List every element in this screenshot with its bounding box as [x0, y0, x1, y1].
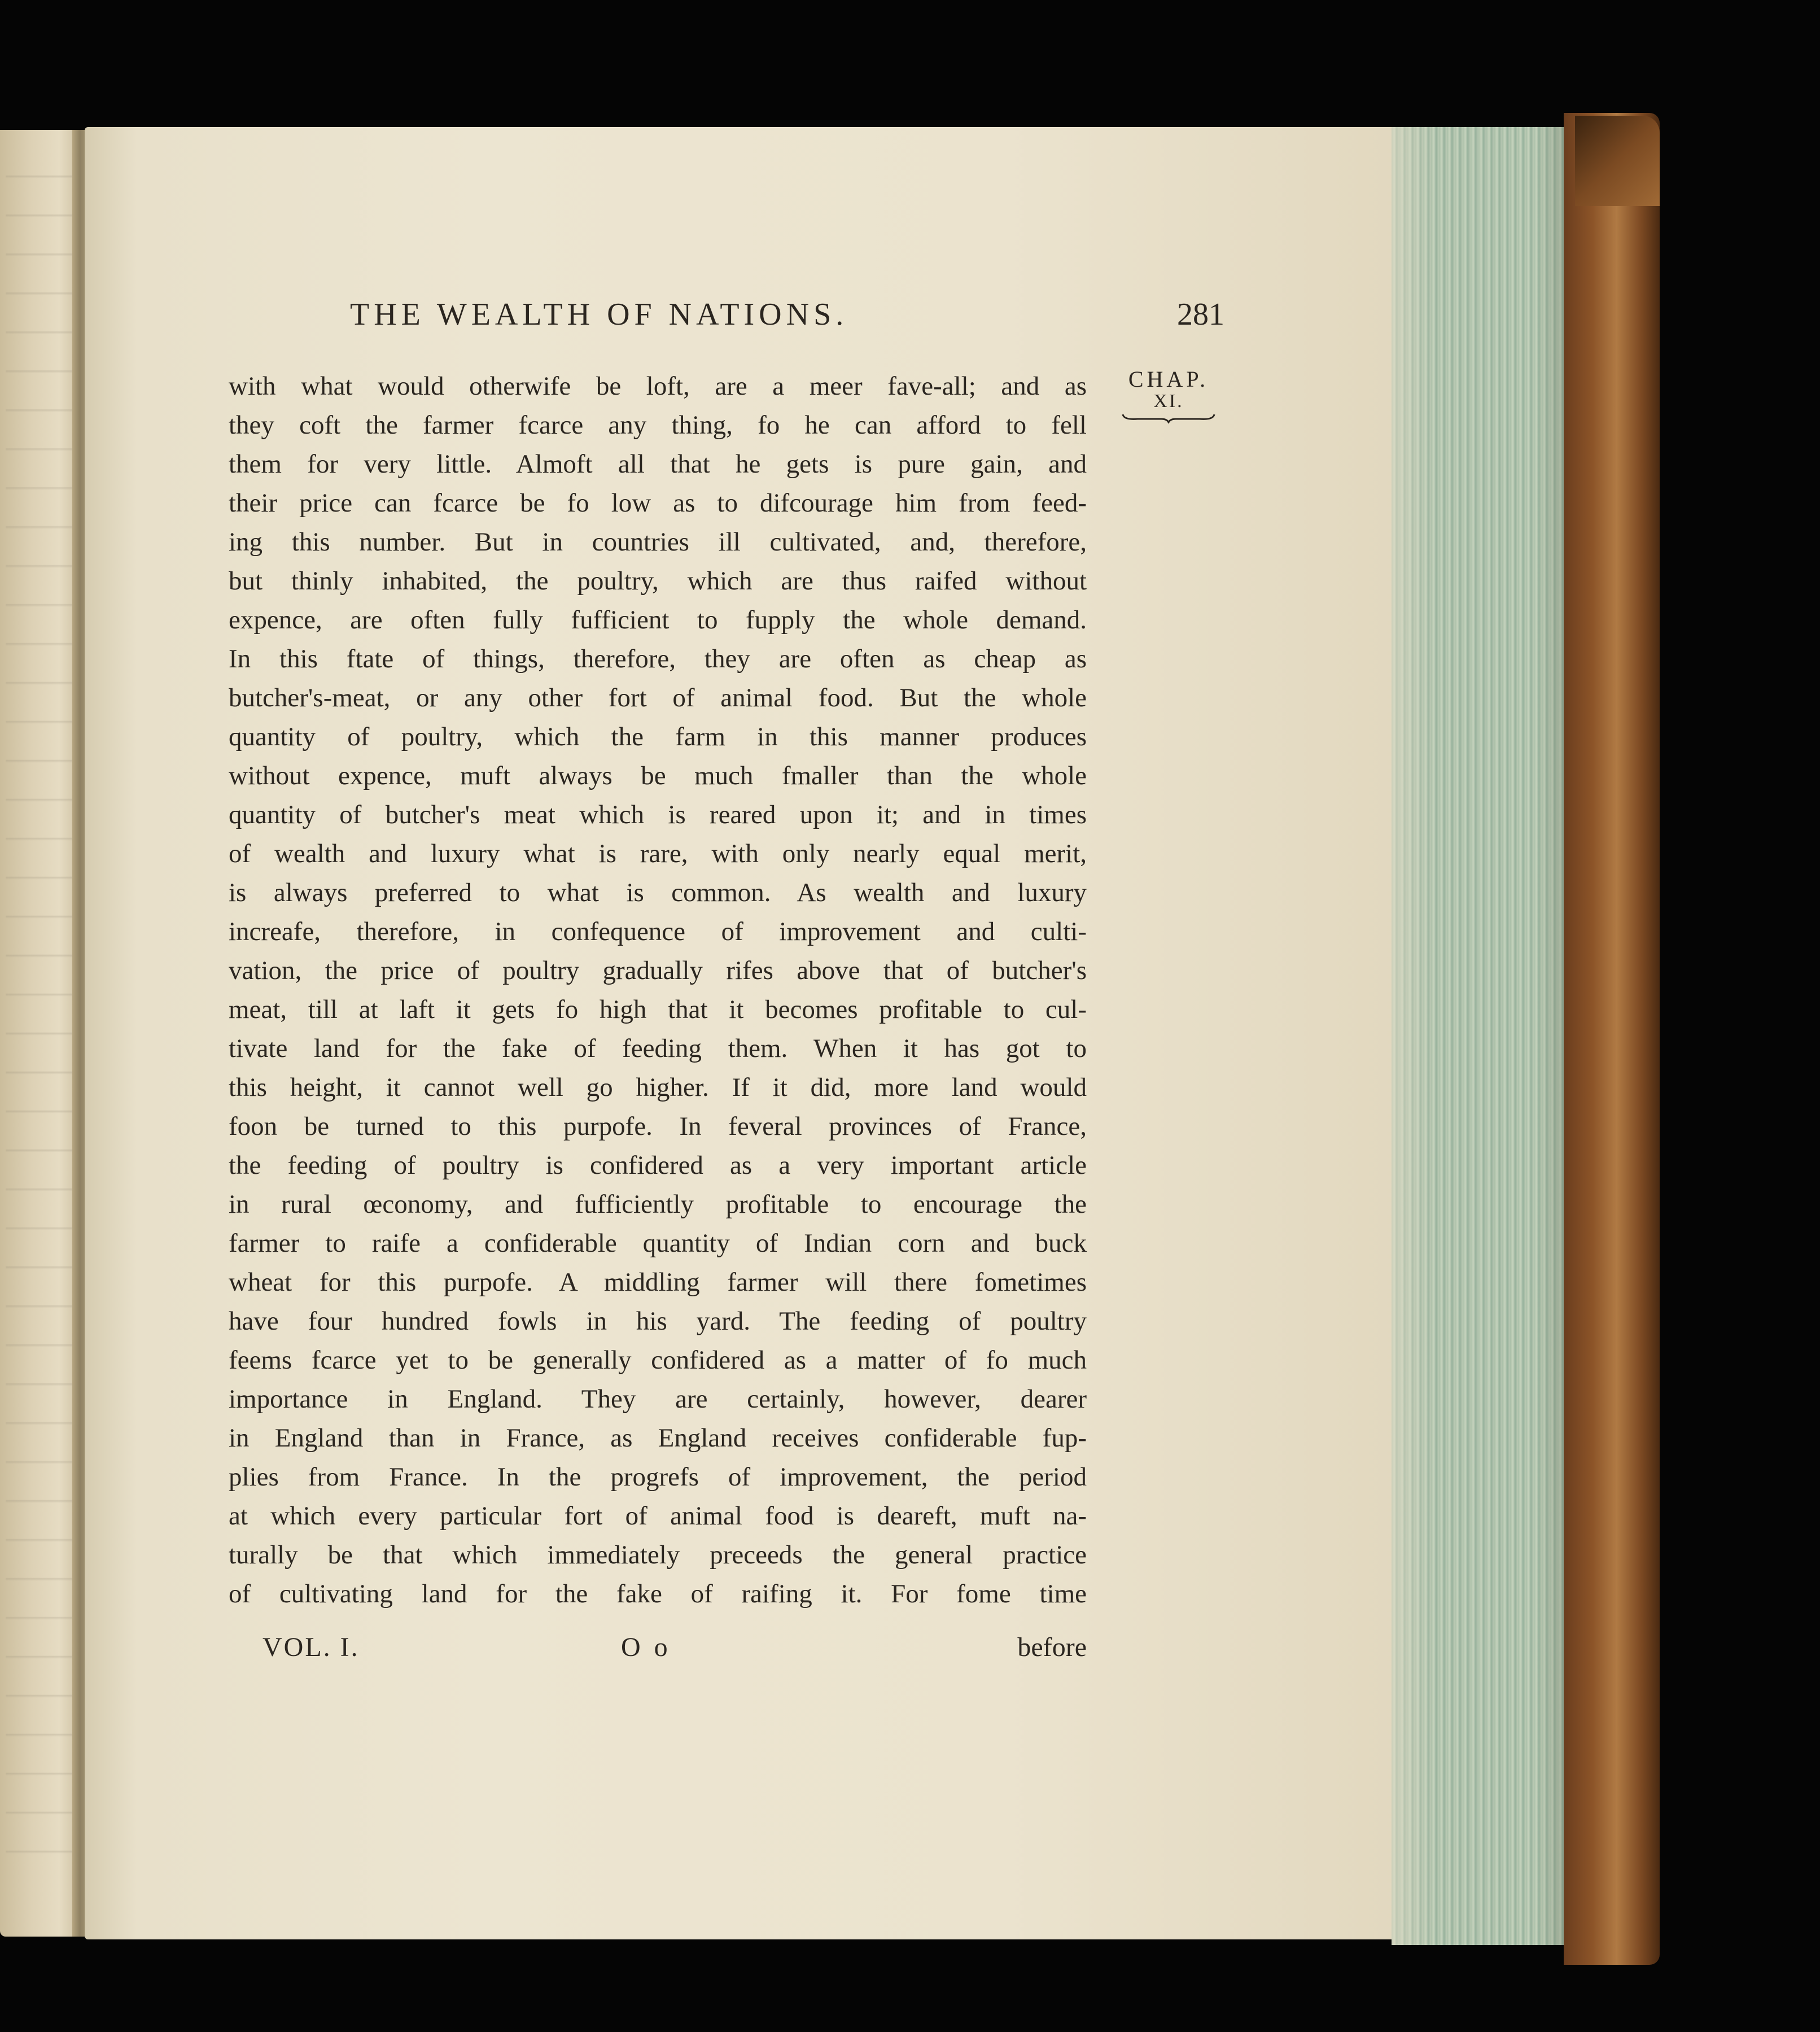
text-line: their price can fcarce be fo low as to difcourage him from feed- — [229, 488, 1087, 518]
text-line: plies from France. In the progrefs of improvement, the period — [229, 1462, 1087, 1492]
text-line: foon be turned to this purpofe. In feveral provinces of France, — [229, 1112, 1087, 1141]
text-line: butcher's-meat, or any other fort of animal food. But the whole — [229, 683, 1087, 713]
text-line: importance in England. They are certainly, however, dearer — [229, 1384, 1087, 1414]
leather-cover — [1564, 113, 1660, 1965]
text-line: the feeding of poultry is confidered as a very important article — [229, 1151, 1087, 1180]
text-line: meat, till at laft it gets fo high that it becomes profitable to cul- — [229, 995, 1087, 1024]
text-line: turally be that which immediately preceeds the general practice — [229, 1540, 1087, 1570]
left-page-edge — [0, 130, 79, 1937]
volume-label: VOL. I. — [262, 1632, 360, 1662]
text-line: of cultivating land for the fake of raifing it. For fome time — [229, 1579, 1087, 1609]
text-line: tivate land for the fake of feeding them. When it has got to — [229, 1034, 1087, 1063]
text-line: vation, the price of poultry gradually rifes above that of butcher's — [229, 956, 1087, 985]
text-line: In this ftate of things, therefore, they are often as cheap as — [229, 644, 1087, 674]
text-line: quantity of poultry, which the farm in this manner produces — [229, 722, 1087, 751]
body-text — [229, 367, 1087, 1614]
text-line: in rural œconomy, and fufficiently profitable to encourage the — [229, 1190, 1087, 1219]
text-line: have four hundred fowls in his yard. The feeding of poultry — [229, 1306, 1087, 1336]
left-page-bleed-lines — [6, 164, 73, 1858]
page-number: 281 — [1177, 297, 1224, 332]
text-line: they coft the farmer fcarce any thing, fo he can afford to fell — [229, 410, 1087, 440]
text-line: without expence, muft always be much fmaller than the whole — [229, 761, 1087, 790]
text-line: in England than in France, as England receives confiderable fup- — [229, 1423, 1087, 1453]
fore-edge-shading — [1392, 127, 1572, 1945]
text-line: wheat for this purpofe. A middling farmer will there fometimes — [229, 1268, 1087, 1297]
margin-chapter-note — [1112, 367, 1225, 423]
signature-mark: O o — [621, 1632, 671, 1662]
text-line: this height, it cannot well go higher. If it did, more land would — [229, 1073, 1087, 1102]
text-line: farmer to raife a confiderable quantity of Indian corn and buck — [229, 1229, 1087, 1258]
text-line: but thinly inhabited, the poultry, which are thus raifed without — [229, 566, 1087, 596]
chapter-label: CHAP. — [1128, 366, 1209, 392]
running-head: THE WEALTH OF NATIONS. — [350, 297, 848, 332]
text-line: with what would otherwife be loft, are a meer fave-all; and as — [229, 372, 1087, 401]
text-line: feems fcarce yet to be generally confidered as a matter of fo much — [229, 1345, 1087, 1375]
text-line: increafe, therefore, in confequence of improvement and culti- — [229, 917, 1087, 946]
text-line: expence, are often fully fufficient to fupply the whole demand. — [229, 605, 1087, 635]
catchword: before — [1017, 1632, 1087, 1662]
text-line: quantity of butcher's meat which is reared upon it; and in times — [229, 800, 1087, 829]
chapter-number: XI. — [1153, 391, 1184, 412]
brace-ornament — [1121, 411, 1217, 423]
text-line: of wealth and luxury what is rare, with only nearly equal merit, — [229, 839, 1087, 868]
text-line: ing this number. But in countries ill cultivated, and, therefore, — [229, 527, 1087, 557]
cover-corner — [1575, 116, 1660, 206]
text-line: at which every particular fort of animal food is deareft, muft na- — [229, 1501, 1087, 1531]
page-footer — [262, 1632, 1087, 1671]
text-line: them for very little. Almoft all that he gets is pure gain, and — [229, 449, 1087, 479]
text-line: is always preferred to what is common. As wealth and luxury — [229, 878, 1087, 907]
